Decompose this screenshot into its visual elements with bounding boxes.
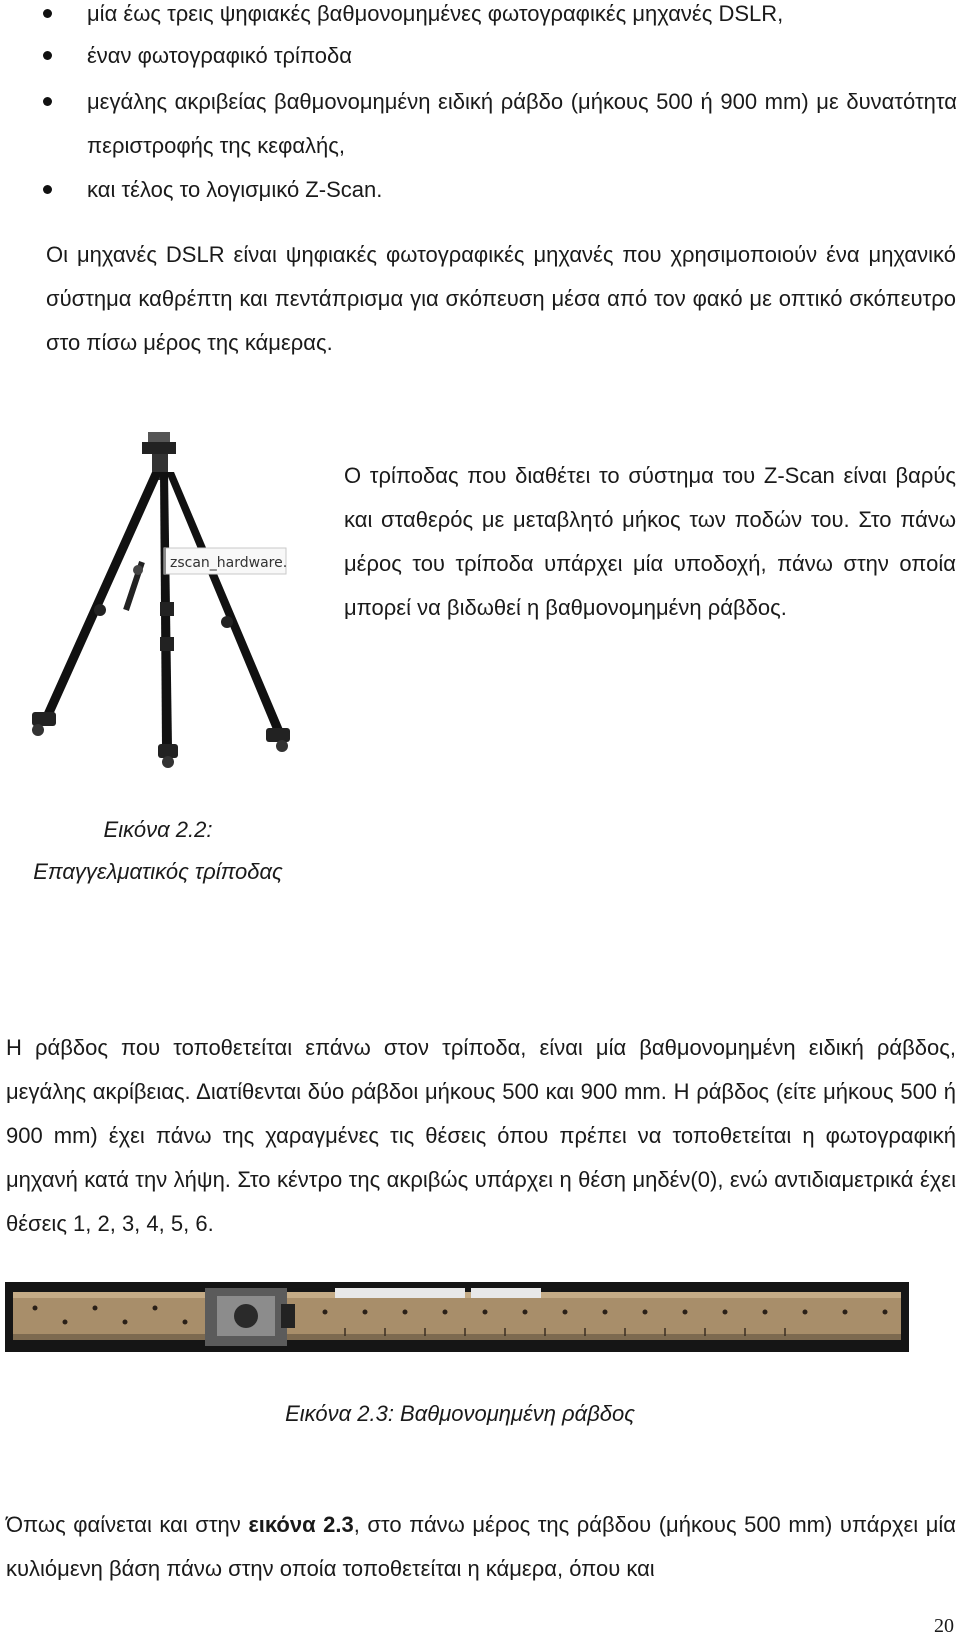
list-item-text: έναν φωτογραφικό τρίποδα (87, 43, 353, 68)
bullet-icon (43, 9, 52, 18)
paragraph-text-start: Όπως φαίνεται και στην (6, 1512, 249, 1537)
list-item-text: μία έως τρεις ψηφιακές βαθμονομημένες φωτογραφικές μηχανές DSLR, (87, 1, 784, 26)
figure-reference: εικόνα 2.3 (248, 1512, 354, 1537)
tripod-image (22, 432, 302, 772)
calibrated-rod-image (5, 1282, 909, 1352)
paragraph-text-end: , στο πάνω μέρος της ράβδου (μήκους 500 mm) υπάρχει μία κυλιόμενη βάση πάνω στην οποία τοποθετείται η κάμερα, όπου και (6, 1512, 957, 1581)
bullet-icon (43, 185, 52, 194)
bullet-icon (43, 97, 52, 106)
paragraph-tripod: Ο τρίποδας που διαθέτει το σύστημα του Z-Scan είναι βαρύς και σταθερός με μεταβλητό μήκος των ποδών του. Στο πάνω μέρος του τρίποδα υπάρχει μία υποδοχή, πάνω στην οποία μπορεί να βιδωθεί η βαθμονομημένη ράβδος. (344, 463, 956, 620)
paragraph-dslr: Οι μηχανές DSLR είναι ψηφιακές φωτογραφικές μηχανές που χρησιμοποιούν ένα μηχανικό σύστημα καθρέπτη και πεντάπρισμα για σκόπευση μέσα από τον φακό με οπτικό σκόπευτρο στο πίσω μέρος της κάμερας. (46, 242, 956, 355)
figure-2-2-caption-label: Εικόνα 2.2: (103, 817, 213, 842)
page-number: 20 (934, 1615, 954, 1637)
paragraph-camera-mount (6, 1503, 956, 1591)
list-item-text: μεγάλης ακριβείας βαθμονομημένη ειδική ράβδο (μήκους 500 ή 900 mm) με δυνατότητα περιστροφής της κεφαλής, (87, 89, 957, 158)
image-label-tag: zscan_hardware. (170, 555, 288, 571)
figure-2-3-caption: Εικόνα 2.3: Βαθμονομημένη ράβδος (285, 1401, 635, 1426)
bullet-icon (43, 51, 52, 60)
list-item-text: και τέλος το λογισμικό Z-Scan. (87, 177, 383, 202)
figure-2-2-caption-title: Επαγγελματικός τρίποδας (33, 859, 283, 884)
paragraph-rod: Η ράβδος που τοποθετείται επάνω στον τρίποδα, είναι μία βαθμονομημένη ειδική ράβδος, μεγάλης ακρίβειας. Διατίθενται δύο ράβδοι μήκους 500 και 900 mm. Η ράβδος (είτε μήκους 500 ή 900 mm) έχει πάνω της χαραγμένες τις θέσεις όπου πρέπει να τοποθετείται η φωτογραφική μηχανή κατά την λήψη. Στο κέντρο της ακριβώς υπάρχει η θέση μηδέν(0), ενώ αντιδιαμετρικά έχει θέσεις 1, 2, 3, 4, 5, 6. (6, 1035, 956, 1236)
